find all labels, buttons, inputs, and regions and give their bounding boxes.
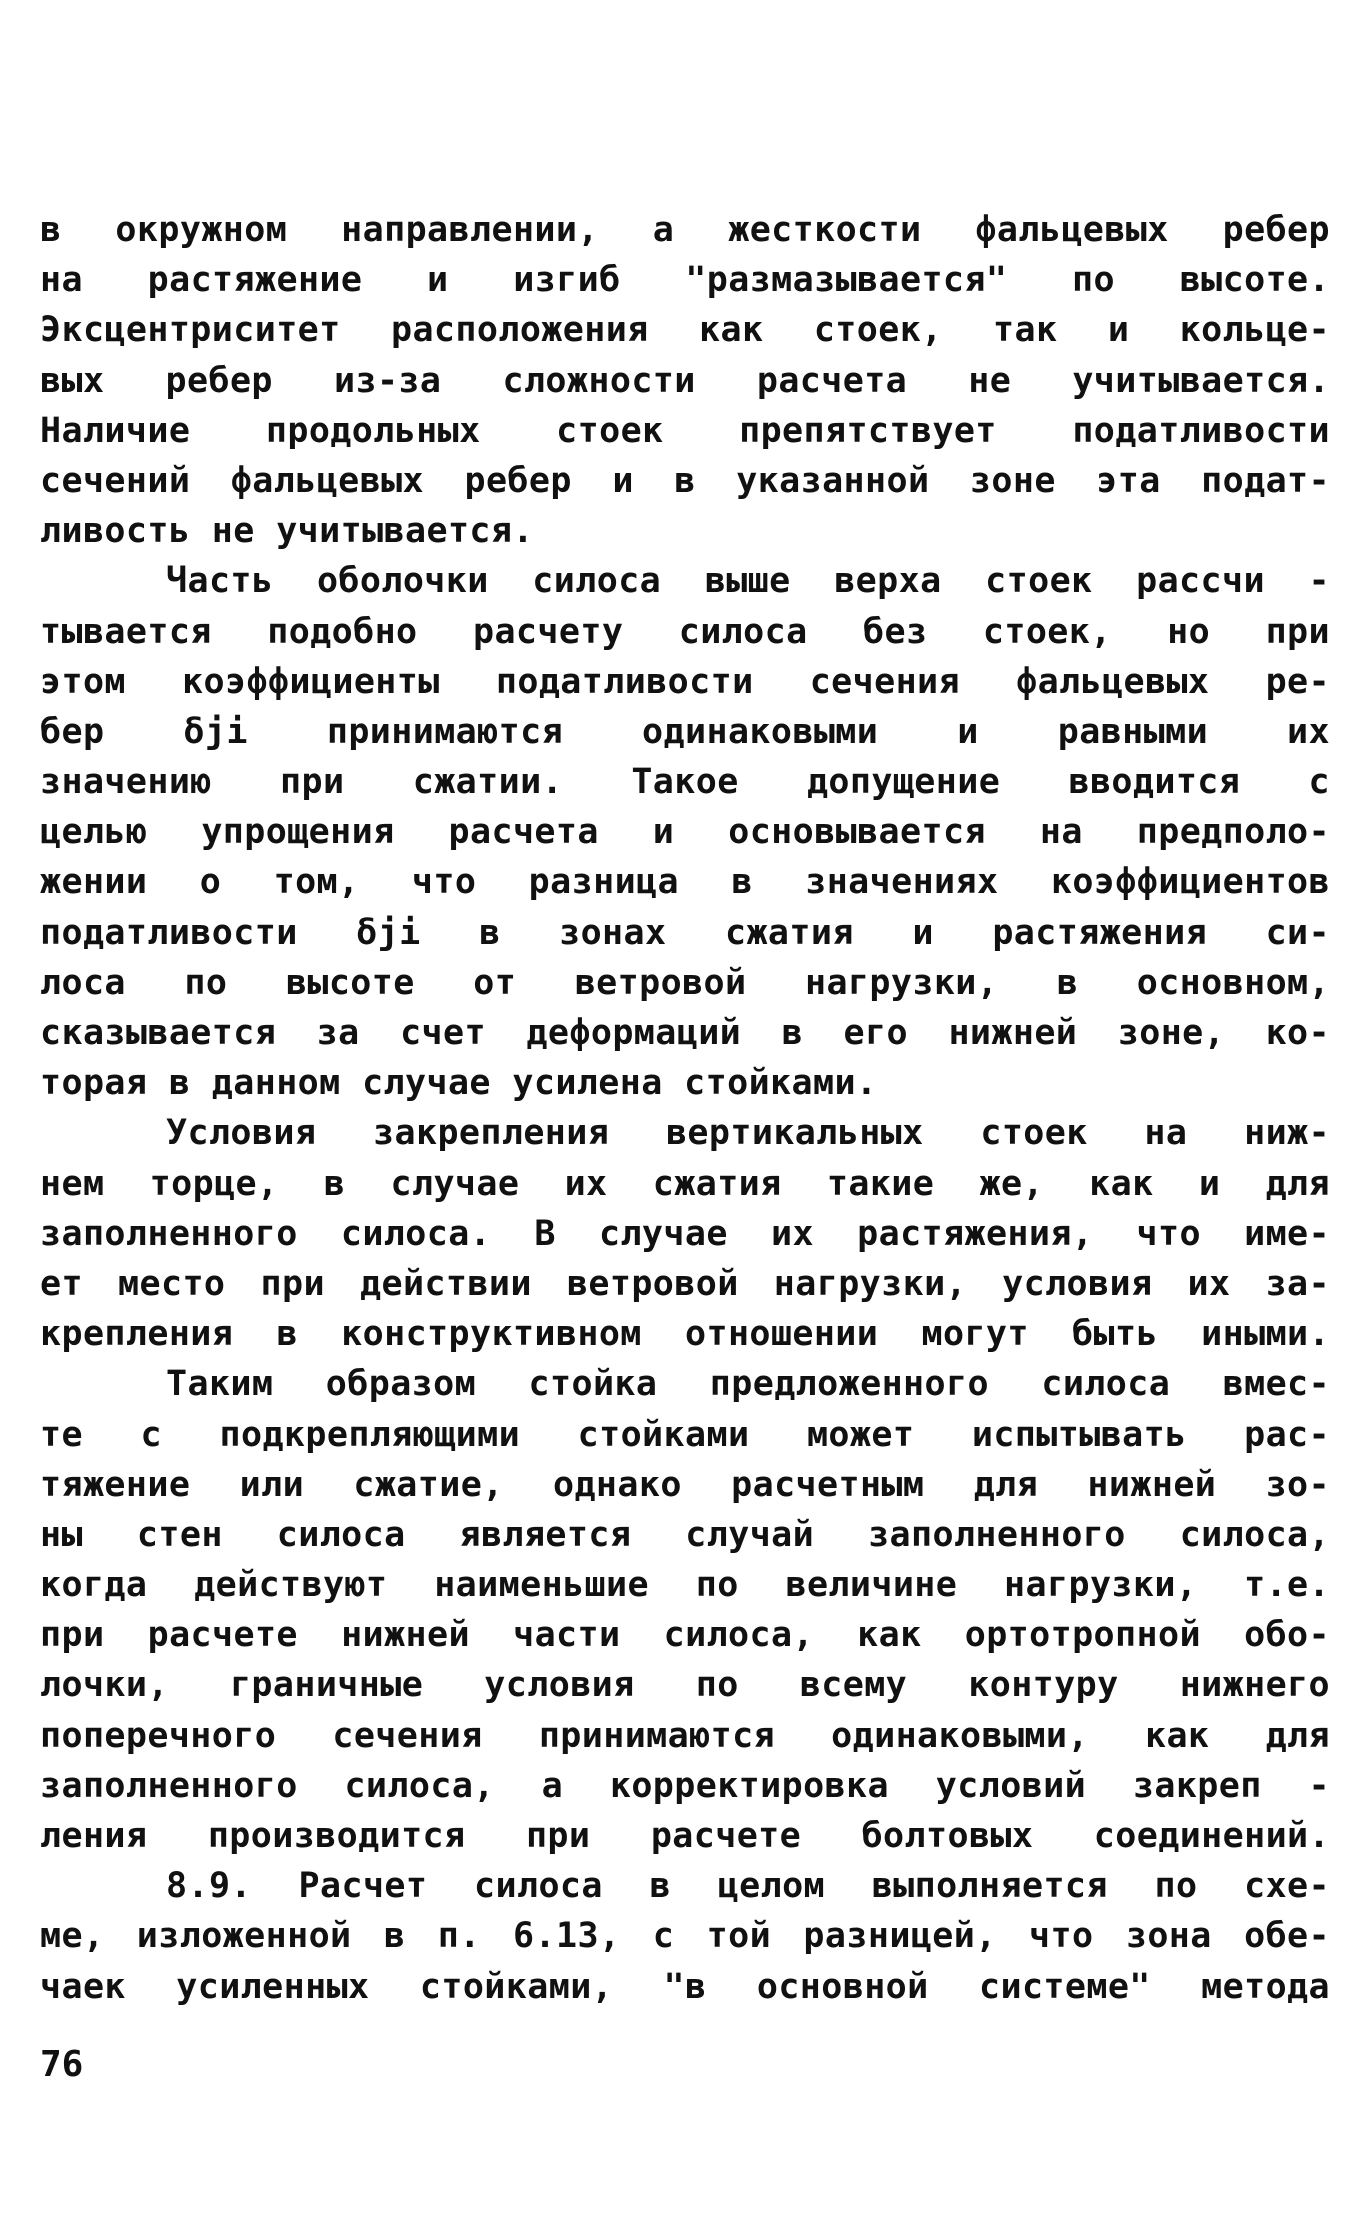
text-line: податливости δji в зонах сжатия и растяжения си- (40, 912, 1330, 953)
text-line: тяжение или сжатие, однако расчетным для нижней зо- (40, 1464, 1330, 1505)
text-line: крепления в конструктивном отношении могут быть иными. (40, 1314, 1330, 1355)
text-line: ме, изложенной в п. 6.13, с той разницей, что зона обе- (40, 1916, 1330, 1957)
text-line: значению при сжатии. Такое допущение вводится с (40, 762, 1330, 803)
text-line: ет место при действии ветровой нагрузки, условия их за- (40, 1263, 1330, 1304)
text-line: Таким образом стойка предложенного силоса вмес- (166, 1364, 1330, 1405)
text-line: вых ребер из-за сложности расчета не учитывается. (40, 360, 1330, 401)
text-line: при расчете нижней части силоса, как ортотропной обо- (40, 1615, 1330, 1656)
text-line: лоса по высоте от ветровой нагрузки, в основном, (40, 962, 1330, 1003)
text-line: поперечного сечения принимаются одинаковыми, как для (40, 1715, 1330, 1756)
text-line: заполненного силоса, а корректировка условий закреп - (40, 1765, 1330, 1806)
text-line: 8.9. Расчет силоса в целом выполняется по схе- (166, 1866, 1330, 1907)
text-line: чаек усиленных стойками, "в основной системе" метода (40, 1966, 1330, 2007)
text-line: ны стен силоса является случай заполненного силоса, (40, 1514, 1330, 1555)
text-line: нем торце, в случае их сжатия такие же, как и для (40, 1163, 1330, 1204)
text-line: те с подкрепляющими стойками может испытывать рас- (40, 1414, 1330, 1455)
text-line: жении о том, что разница в значениях коэффициентов (40, 862, 1330, 903)
text-line: бер δji принимаются одинаковыми и равными их (40, 711, 1330, 752)
text-line: в окружном направлении, а жесткости фальцевых ребер (40, 210, 1330, 250)
page-number: 76 (40, 2044, 84, 2085)
text-line: лочки, граничные условия по всему контуру нижнего (40, 1665, 1330, 1706)
text-line: Эксцентриситет расположения как стоек, так и кольце- (40, 310, 1330, 351)
text-line: когда действуют наименьшие по величине нагрузки, т.е. (40, 1565, 1330, 1606)
text-line: сечений фальцевых ребер и в указанной зоне эта подат- (40, 460, 1330, 501)
text-line: ливость не учитывается. (40, 511, 534, 552)
text-line: этом коэффициенты податливости сечения фальцевых ре- (40, 661, 1330, 702)
text-line: тывается подобно расчету силоса без стоек, но при (40, 611, 1330, 652)
text-line: заполненного силоса. В случае их растяжения, что име- (40, 1213, 1330, 1254)
text-line: Условия закрепления вертикальных стоек на ниж- (166, 1113, 1330, 1154)
text-line: ления производится при расчете болтовых соединений. (40, 1816, 1330, 1856)
text-line: сказывается за счет деформаций в его нижней зоне, ко- (40, 1013, 1330, 1053)
text-line: торая в данном случае усилена стойками. (40, 1063, 878, 1104)
text-line: Наличие продольных стоек препятствует податливости (40, 410, 1330, 451)
text-line: целью упрощения расчета и основывается на предполо- (40, 812, 1330, 853)
body-text (40, 205, 1330, 2012)
text-line: на растяжение и изгиб "размазывается" по высоте. (40, 260, 1330, 301)
text-line: Часть оболочки силоса выше верха стоек рассчи - (166, 561, 1330, 602)
